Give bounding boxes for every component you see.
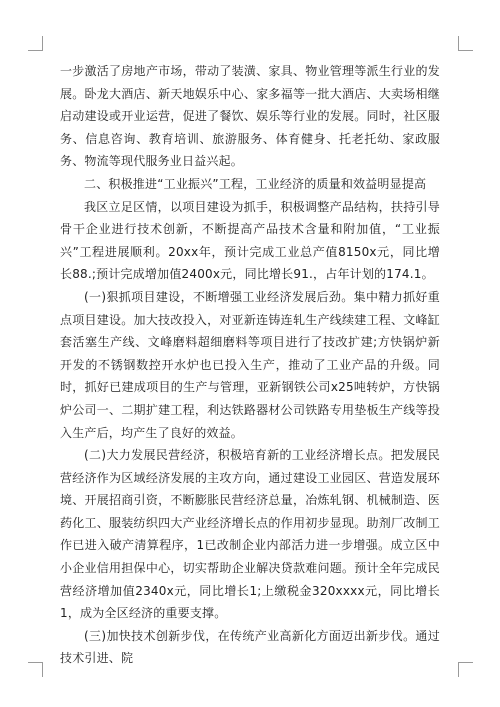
crop-mark-bottom-right [458,662,473,677]
section-heading-industrial-revival: 二、积极推进“工业振兴”工程，工业经济的质量和效益明显提高 [84,176,427,191]
paragraph-private-economy: (二)大力发展民营经济，积极培育新的工业经济增长点。把发展民营经济作为区域经济发展的主攻方向，通过建设工业园区、营造发展环境、开展招商引资，不断膨胀民营经济总量，冶炼轧钢、机械制造、医药化工、服装纺织四大产业经济增长点的作用初步显现。助剂厂改制工作已进入破产清算程序，1已改制企业内部活力进一步增强。成立区中小企业信用担保中心，切实帮助企业解决贷款难问题。预计全年完成民营经济增加值2340x元，同比增长1;上缴税金320xxxx元，同比增长1，成为全区经济的重要支撑。 [60,448,440,621]
document-body [60,60,440,670]
paragraph-project-construction: (一)狠抓项目建设，不断增强工业经济发展后劲。集中精力抓好重点项目建设。加大技改投入，对亚新连铸连轧生产线续建工程、文峰缸套活塞生产线、文峰磨料超细磨料等项目进行了技改扩建;方快锅炉新开发的不锈钢数控开水炉也已投入生产，推动了工业产品的升级。同时，抓好已建成项目的生产与管理，亚新钢铁公司x25吨转炉，方快锅炉公司一、二期扩建工程，利达铁路器材公司铁路专用垫板生产线等投入生产后，均产生了良好的效益。 [60,289,440,440]
paragraph-industrial-overview: 我区立足区情，以项目建设为抓手，积极调整产品结构，扶持引导骨干企业进行技术创新，不断提高产品技术含量和附加值，“工业振兴”工程进展顺利。20xx年，预计完成工业总产值8150x元，同比增长88.;预计完成增加值2400x元，同比增长91.，占年计划的174.1。 [60,199,440,282]
paragraph-technical-innovation: (三)加快技术创新步伐，在传统产业高新化方面迈出新步伐。通过技术引进、院 [60,628,440,666]
crop-mark-top-left [28,36,43,51]
paragraph-service-industry: 一步激活了房地产市场，带动了装潢、家具、物业管理等派生行业的发展。卧龙大酒店、新天地娱乐中心、家多福等一批大酒店、大卖场相继启动建设或开业运营，促进了餐饮、娱乐等行业的发展。同时，社区服务、信息咨询、教育培训、旅游服务、体育健身、托老托幼、家政服务、物流等现代服务业日益兴起。 [60,64,440,169]
crop-mark-top-right [458,36,473,51]
crop-mark-bottom-left [28,662,43,677]
